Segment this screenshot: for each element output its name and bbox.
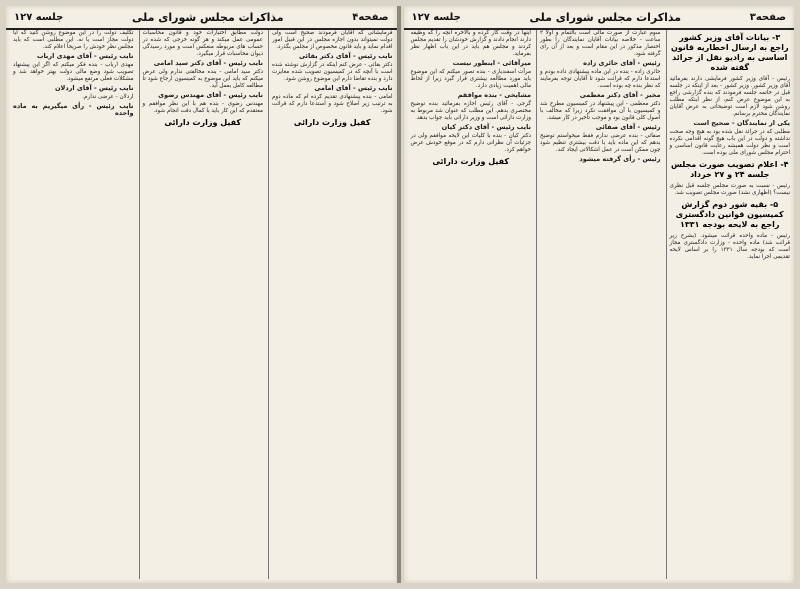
paragraph: امامی - بنده پیشنهادی تقدیم کرده ام که ماده دوم به ترتیب زیر اصلاح شود و استدعا دارم که قرائت شود. (272, 94, 393, 114)
left-page (6, 6, 397, 583)
speaker-line: یکی از نمایندگان - صحیح است (693, 119, 790, 127)
paragraph: صفائی - بنده عرضی ندارم فقط میخواستم توضیح بدهم که این ماده باید با دقت بیشتری تنظیم شود چون ممکن است در عمل اشکالاتی ایجاد کند. (540, 133, 661, 153)
page-gutter (397, 6, 401, 583)
paragraph: دولت مطابق اختیارات خود و قانون محاسبات عمومی عمل میکند و هر گونه خرجی که شده در حساب های مربوطه منعکس است و مورد رسیدگی دیوان محاسبات قرار میگیرد. (142, 30, 263, 57)
text-column (268, 30, 393, 579)
paragraph: رئیس - ماده واحده قرائت میشود. (بشرح زیر قرائت شد) ماده واحده - وزارت دادگستری مجاز است که بودجه سال ۱۳۳۱ را بر اساس لایحه تقدیمی اجرا نماید. (669, 233, 790, 260)
speaker-line: نایب رئیس - آقای دکتر بقائی (298, 52, 393, 60)
section-heading: ۵- بقیه شور دوم گزارش کمیسیون قوانین دادگستری راجع به لایحه بودجه ۱۳۳۱ (675, 200, 784, 229)
session-number: جلسه ۱۲۷ (14, 11, 64, 23)
right-page-header (404, 6, 795, 30)
speaker-line: نایب رئیس - رأی میگیریم به ماده واحده (13, 102, 134, 117)
text-column (139, 30, 264, 579)
paragraph: سوم عبارت از صورت مالی است بالتمام و اولا ۲ ساعت - خلاصه بیانات آقایان نمایندگان را بطور اختصار مذکور در این مقام است و بعد از آن رای گرفته شود. (540, 30, 661, 57)
journal-title: مذاکرات مجلس شورای ملی (132, 10, 284, 24)
speaker-line: رئیس - آقای حائری زاده (583, 59, 661, 67)
paragraph: رئیس - آقای وزیر کشور فرمایشی دارند بفرمائید آقای وزیر کشور. وزیر کشور - بعد از اینکه در جلسه قبل در خاتمه جلسه فرمودند که بنده گزارشی راجع به این موضوع عرض کنم، از نظر اینکه مطلب روشن شود لازم است توضیحاتی به عرض آقایان نمایندگان محترم برسانم. (669, 76, 790, 117)
speaker-line: مشایخی - بنده موافقم (457, 91, 531, 99)
speaker-line: مخبر - آقای دکتر معظمی (579, 91, 661, 99)
paragraph: مطلبی که در جرائد نقل شده بود به هیچ وجه صحت نداشته و دولت در این باب هیچ گونه اقدامی نکرده است و نظر دولت همیشه رعایت قانون اساسی و احترام مجلس شورای ملی بوده است. (669, 129, 790, 156)
paragraph: مرآت اسفندیاری - بنده تصور میکنم که این موضوع باید مورد مطالعه بیشتری قرار گیرد زیرا از لحاظ مالی اهمیت زیادی دارد. (410, 69, 531, 89)
section-heading: کفیل وزارت دارائی (432, 157, 510, 166)
left-page-columns (10, 30, 393, 579)
text-column (408, 30, 532, 579)
speaker-line: نایب رئیس - آقای امامی (314, 84, 393, 92)
section-heading: ۴- اعلام تصویب صورت مجلس جلسه ۲۴ و ۲۷ خرداد (670, 160, 789, 179)
paragraph: رئیس - نسبت به صورت مجلس جلسه قبل نظری نیست؟ (اظهاری نشد) صورت مجلس تصویب شد. (669, 183, 790, 196)
session-number: جلسه ۱۲۷ (411, 11, 461, 23)
speaker-line: رئیس - رأی گرفته میشود (579, 155, 661, 163)
newspaper-spread (6, 6, 794, 583)
paragraph: دکتر بقائی - عرض کنم اینکه در گزارش نوشته شده است با آنچه که در کمیسیون تصویب شده مغایرت دارد و بنده تقاضا دارم این موضوع روشن شود. (272, 62, 393, 82)
paragraph: مهدی ارباب - بنده فکر میکنم که اگر این پیشنهاد تصویب شود وضع مالی دولت بهتر خواهد شد و مشکلات فعلی مرتفع میشود. (13, 62, 134, 82)
right-page (404, 6, 795, 583)
page-number: صفحه۴ (352, 11, 389, 23)
section-heading: ۳- بیانات آقای وزیر کشور راجع به ارسال اخطاریه قانون اساسی به رادیو نقل از جرائد گفته شده (670, 33, 789, 72)
text-column (536, 30, 661, 579)
paragraph: مهندس رضوی - بنده هم با این نظر موافقم و معتقدم که این کار باید با کمال دقت انجام شود. (142, 101, 263, 114)
speaker-line: نایب رئیس - آقای مهندس رضوی (158, 91, 263, 99)
paragraph: حائری زاده - بنده در این ماده پیشنهادی داده بودم و استدعا دارم که قرائت شود تا آقایان توجه بفرمایند که نظر بنده چه بوده است. (540, 69, 661, 89)
paragraph: دکتر سید امامی - بنده مخالفتی ندارم ولی عرض میکنم که باید این موضوع به کمیسیون ارجاع شود تا مطالعه کامل بعمل آید. (142, 69, 263, 89)
speaker-line: نایب رئیس - آقای دکتر کیان (441, 123, 531, 131)
speaker-line: نایب رئیس - آقای اردلان (54, 84, 134, 92)
journal-title: مذاکرات مجلس شورای ملی (529, 10, 682, 24)
paragraph: اردلان - عرضی ندارم. (82, 94, 134, 100)
section-heading: کفیل وزارت دارائی (293, 118, 371, 127)
text-column (666, 30, 791, 579)
left-page-header (6, 6, 397, 30)
speaker-line: نایب رئیس - آقای دکتر سید امامی (153, 59, 263, 67)
speaker-line: نایب رئیس - آقای مهدی ارباب (36, 52, 134, 60)
paragraph: تکلیف دولت را در این موضوع روشن کنید که آیا دولت مجاز است یا نه. این مطلبی است که باید مجلس نظر خودش را صریحا اعلام کند. (13, 30, 134, 50)
speaker-line: میرآقائی - اینطور نیست (452, 59, 531, 67)
paragraph: اینها در وقت کار کرده و بالاخره آنچه را که وظیفه دارند انجام دادند و گزارش خودشان را تقدیم مجلس کردند و مجلس هم باید در این باب اظهار نظر بفرماید. (410, 30, 531, 57)
right-page-columns (408, 30, 791, 579)
page-number: صفحه۳ (749, 11, 786, 23)
speaker-line: رئیس - آقای صفائی (595, 123, 661, 131)
paragraph: دکتر کیان - بنده با کلیات این لایحه موافقم ولی در جزئیات آن نظراتی دارم که در موقع خودش عرض خواهم کرد. (410, 133, 531, 153)
paragraph: گرجی - آقای رئیس اجازه بفرمائید بنده توضیح مختصری بدهم. این مطلب که عنوان شد مربوط به وزارت دارائی است و وزیر دارائی باید جواب بدهد. (410, 101, 531, 121)
paragraph: فرمایشاتی که آقایان فرمودند صحیح است ولی دولت نمیتواند بدون اجازه مجلس در این قبیل امور اقدام نماید و باید قانون مخصوص از مجلس بگذرد. (272, 30, 393, 50)
text-column (10, 30, 134, 579)
section-heading: کفیل وزارت دارائی (164, 118, 242, 127)
paragraph: دکتر معظمی - این پیشنهاد در کمیسیون مطرح شد و کمیسیون با آن موافقت نکرد زیرا که مخالف با اصول کلی قانون بود و موجب تأخیر در کار میشد. (540, 101, 661, 121)
